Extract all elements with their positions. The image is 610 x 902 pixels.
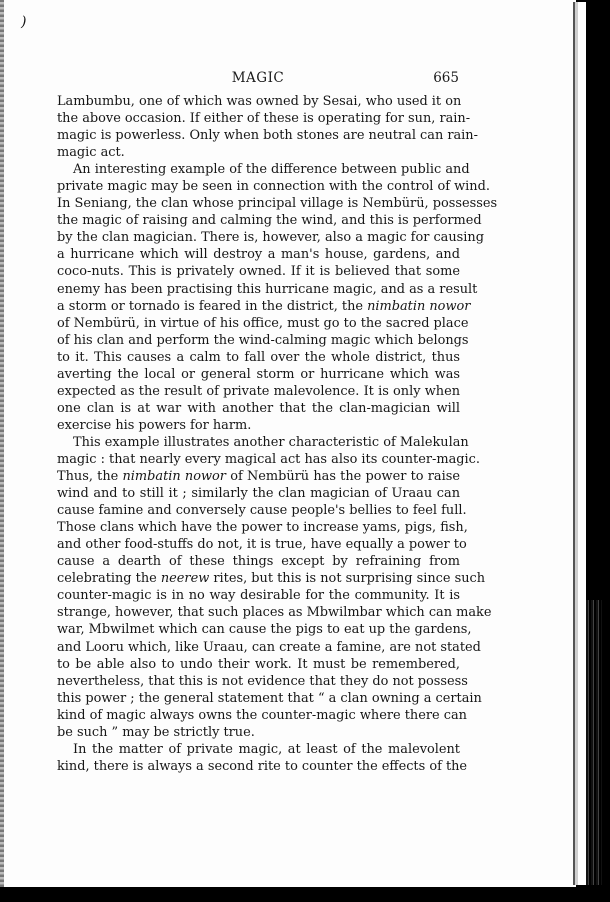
italic-term: neerew [160,571,210,587]
text-line: be such ” may be strictly true. [57,724,255,740]
italic-term: nimbatin nowor [122,469,226,485]
text-line: An interesting example of the difference between public and [73,162,470,178]
text-line: the magic of raising and calming the wind, and this is performed [57,213,482,229]
text-line: enemy has been practising this hurricane magic, and as a result [57,281,478,297]
text-line: Those clans which have the power to increase yams, pigs, fish, [57,520,468,536]
binding-gutter [0,0,4,887]
text-line: exercise his powers for harm. [57,417,252,433]
text-line: and other food-stuffs do not, it is true, have equally a power to [57,537,467,553]
text-line: Lambumbu, one of which was owned by Sesai, who used it on [57,94,462,109]
text-line: of his clan and perform the wind-calming magic which belongs [57,332,469,348]
text-line: the above occasion. If either of these is operating for sun, rain- [57,111,471,127]
italic-term: nimbatin nowor [367,298,471,314]
running-head [57,70,459,90]
text-line: a storm or tornado is feared in the district, the nimbatin nowor [57,298,471,314]
text-line: magic act. [57,145,125,161]
text-line: war, Mbwilmet which can cause the pigs to eat up the gardens, [57,622,472,638]
text-line: one clan is at war with another that the clan-magician will [57,400,460,416]
text-line: Thus, the nimbatin nowor of Nembürü has the power to raise [57,469,460,485]
text-line: wind and to still it ; similarly the clan magician of Uraau can [57,486,460,502]
body-text [57,93,498,775]
page-stack-edges [586,600,602,885]
text-line: nevertheless, that this is not evidence that they do not possess [57,673,468,689]
text-line: strange, however, that such places as Mbwilmbar which can make [57,605,492,621]
text-line: cause a dearth of these things except by refraining from [57,554,460,570]
text-line: expected as the result of private malevolence. It is only when [57,383,460,399]
text-line: In the matter of private magic, at least of the malevolent [73,741,460,757]
text-line: celebrating the neerew rites, but this is not surprising since such [57,571,486,587]
page-number: 665 [433,70,459,86]
text-line: This example illustrates another characteristic of Malekulan [73,434,469,450]
text-line: counter-magic is in no way desirable for the community. It is [57,588,460,604]
text-line: a hurricane which will destroy a man's house, gardens, and [57,247,460,263]
text-line: coco-nuts. This is privately owned. If it is believed that some [57,264,460,280]
text-line: In Seniang, the clan whose principal village is Nembürü, possesses [57,196,498,212]
page-edge-shadow [576,0,610,902]
text-line: to it. This causes a calm to fall over the whole district, thus [57,349,460,365]
text-line: by the clan magician. There is, however, also a magic for causing [57,230,484,246]
text-line: kind, there is always a second rite to counter the effects of the [57,758,468,774]
text-line: this power ; the general statement that “ a clan owning a certain [57,690,482,706]
text-line: magic is powerless. Only when both stones are neutral can rain- [57,128,478,144]
text-line: and Looru which, like Uraau, can create a famine, are not stated [57,639,481,655]
text-line: to be able also to undo their work. It must be remembered, [57,656,460,672]
text-line: averting the local or general storm or hurricane which was [57,366,460,382]
text-line: of Nembürü, in virtue of his office, must go to the sacred place [57,315,469,331]
text-line: private magic may be seen in connection with the control of wind. [57,179,490,195]
text-line: magic : that nearly every magical act has also its counter-magic. [57,451,480,467]
running-title: MAGIC [231,70,285,86]
text-line: kind of magic always owns the counter-magic where there can [57,707,467,723]
margin-mark: ) [21,14,27,30]
text-line: cause famine and conversely cause people's bellies to feel full. [57,503,467,519]
